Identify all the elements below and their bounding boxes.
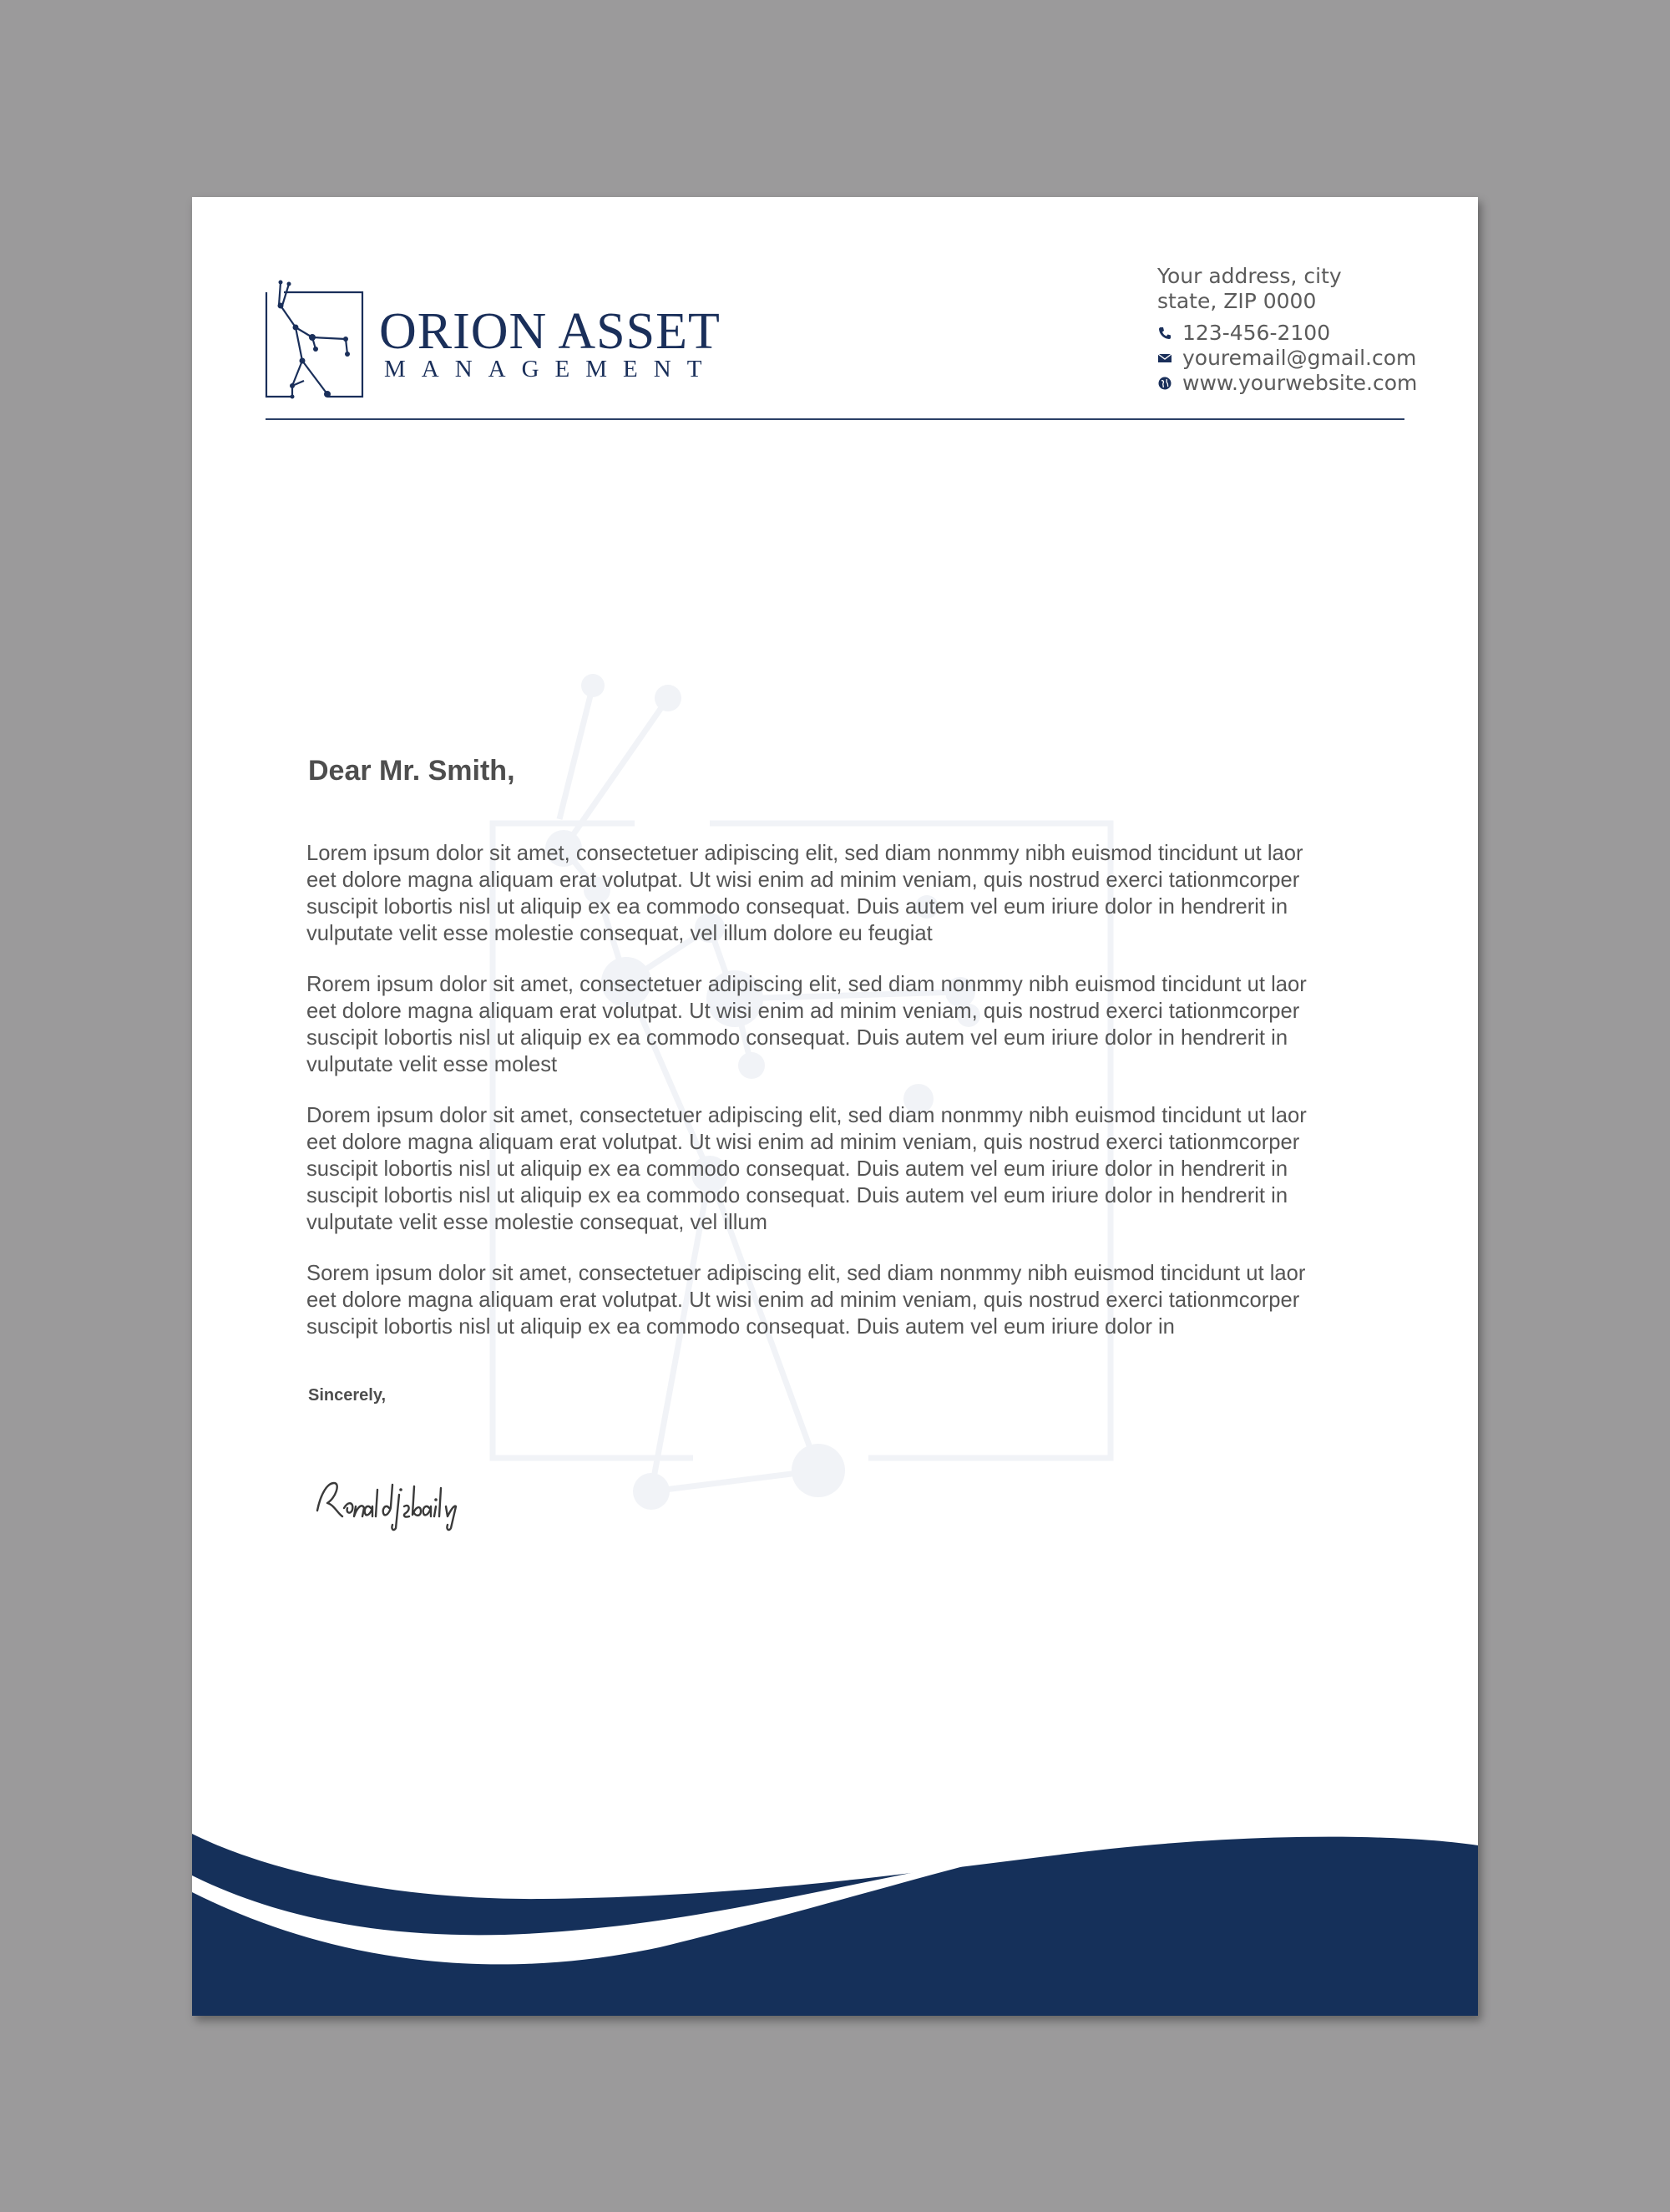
mail-icon <box>1157 351 1172 366</box>
body-paragraph-2: Rorem ipsum dolor sit amet, consectetuer adipiscing elit, sed diam nonmmy nibh euismod tincidunt ut laor eet dolore magna aliquam erat volutpat. Ut wisi enim ad minim veniam, quis nostrud exerci tationmcorper suscipit lobortis nisl ut aliquip ex ea commodo consequat. Duis autem vel eum iriure dolor in hendrerit in vulputate velit esse molest <box>306 973 1307 1076</box>
letter-body <box>306 840 1367 1364</box>
address-line-1: Your address, city <box>1157 264 1342 288</box>
body-paragraph-4: Sorem ipsum dolor sit amet, consectetuer adipiscing elit, sed diam nonmmy nibh euismod tincidunt ut laor eet dolore magna aliquam erat volutpat. Ut wisi enim ad minim veniam, quis nostrud exerci tationmcorper suscipit lobortis nisl ut aliquip ex ea commodo consequat. Duis autem vel eum iriure dolor in <box>306 1262 1306 1339</box>
globe-icon <box>1157 376 1172 391</box>
phone-number: 123-456-2100 <box>1182 321 1331 345</box>
website-url[interactable]: www.yourwebsite.com <box>1182 371 1418 395</box>
phone-row <box>1157 321 1417 346</box>
body-paragraph-1: Lorem ipsum dolor sit amet, consectetuer adipiscing elit, sed diam nonmmy nibh euismod tincidunt ut laor eet dolore magna aliquam erat volutpat. Ut wisi enim ad minim veniam, quis nostrud exerci tationmcorper suscipit lobortis nisl ut aliquip ex ea commodo consequat. Duis autem vel eum iriure dolor in hendrerit in vulputate velit esse molestie consequat, vel illum dolore eu feugiat <box>306 842 1303 945</box>
website-row <box>1157 371 1417 396</box>
letterhead-page <box>192 197 1478 2016</box>
company-tagline: MANAGEMENT <box>384 356 718 382</box>
header-divider <box>266 418 1404 420</box>
contact-block <box>1157 264 1417 396</box>
footer-wave <box>192 1834 1478 2016</box>
address <box>1157 264 1417 314</box>
orion-constellation-icon <box>262 277 366 399</box>
company-name: ORION ASSET <box>379 303 721 360</box>
address-line-2: state, ZIP 0000 <box>1157 289 1317 313</box>
body-paragraph-3: Dorem ipsum dolor sit amet, consectetuer adipiscing elit, sed diam nonmmy nibh euismod tincidunt ut laor eet dolore magna aliquam erat volutpat. Ut wisi enim ad minim veniam, quis nostrud exerci tationmcorper suscipit lobortis nisl ut aliquip ex ea commodo consequat. Duis autem vel eum iriure dolor in hendrerit in suscipit lobortis nisl ut aliquip ex ea commodo consequat. Duis autem vel eum iriure dolor in hendrerit in vulputate velit esse molestie consequat, vel illum <box>306 1104 1307 1234</box>
letter-closing: Sincerely, <box>308 1386 387 1405</box>
phone-icon <box>1157 326 1172 341</box>
handwritten-signature <box>309 1465 484 1531</box>
letter-greeting: Dear Mr. Smith, <box>308 755 515 787</box>
email-row <box>1157 346 1417 371</box>
email-address[interactable]: youremail@gmail.com <box>1182 346 1417 370</box>
